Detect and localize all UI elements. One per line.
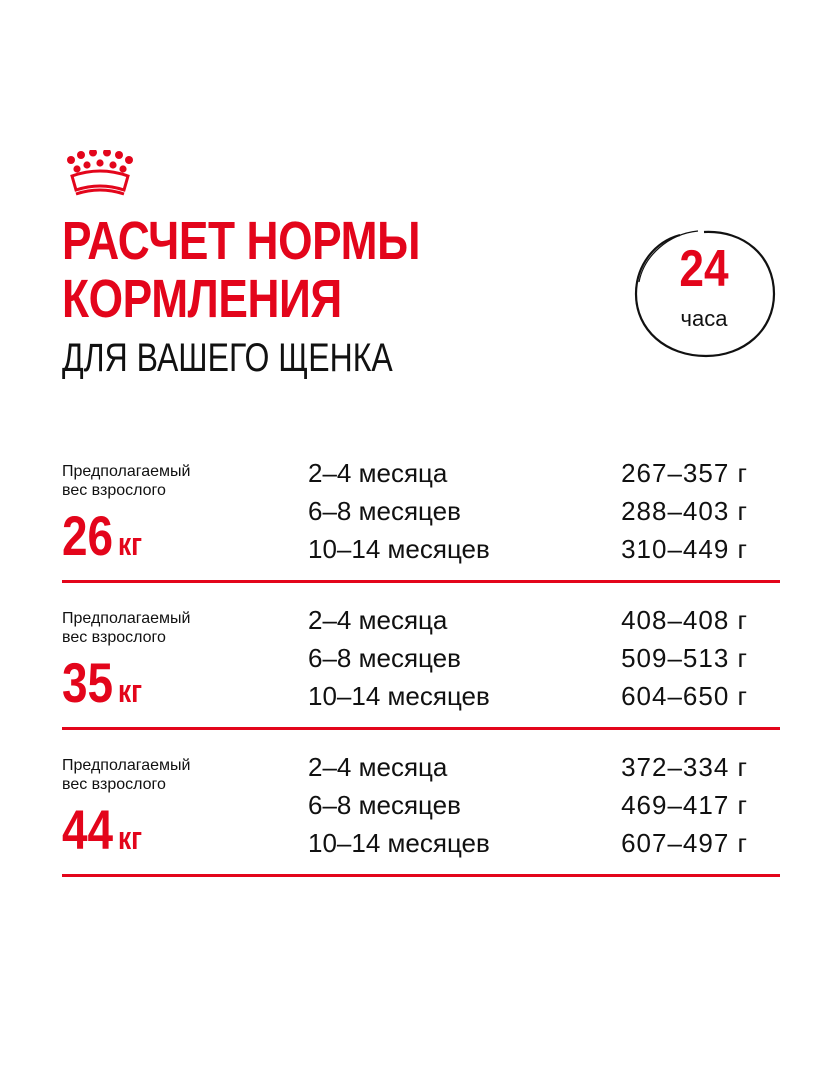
estimate-label-line-1: Предполагаемый [62,463,191,480]
weight-value: 44 [62,798,114,861]
age-range: 6–8 месяцев [308,790,461,820]
feeding-amount: 509–513 г [621,643,748,673]
hours-badge [628,226,780,362]
age-range: 2–4 месяца [308,605,448,635]
estimate-label-line-2: вес взрослого [62,629,166,646]
feeding-amount: 408–408 г [621,605,748,635]
weight-value: 26 [62,504,114,567]
weight-value: 35 [62,651,114,714]
page-subtitle: ДЛЯ ВАШЕГО ЩЕНКА [62,336,393,380]
badge-unit: часа [680,306,728,331]
weight-unit: кг [118,673,143,709]
estimate-label [62,609,262,647]
age-range: 2–4 месяца [308,752,448,782]
estimate-label-line-2: вес взрослого [62,482,166,499]
estimate-label-line-1: Предполагаемый [62,610,191,627]
weight-group-26 [62,458,780,583]
estimate-label [62,462,262,500]
badge-number: 24 [679,240,729,298]
age-range: 2–4 месяца [308,458,448,488]
weight-unit: кг [118,526,143,562]
weight-unit: кг [118,820,143,856]
age-range: 6–8 месяцев [308,643,461,673]
feeding-amount: 267–357 г [621,458,748,488]
adult-weight [62,504,142,568]
adult-weight [62,651,142,715]
age-range: 10–14 месяцев [308,828,490,858]
age-range: 10–14 месяцев [308,534,490,564]
feeding-amount: 469–417 г [621,790,748,820]
feeding-amount: 607–497 г [621,828,748,858]
feeding-amount: 288–403 г [621,496,748,526]
estimate-label [62,756,262,794]
page-title [62,212,420,328]
weight-group-44 [62,752,780,877]
feeding-amount: 310–449 г [621,534,748,564]
feeding-amount: 372–334 г [621,752,748,782]
adult-weight [62,798,142,862]
estimate-label-line-2: вес взрослого [62,776,166,793]
age-range: 6–8 месяцев [308,496,461,526]
age-range: 10–14 месяцев [308,681,490,711]
crown-icon [64,150,136,196]
estimate-label-line-1: Предполагаемый [62,757,191,774]
title-line-2: КОРМЛЕНИЯ [62,269,342,329]
title-line-1: РАСЧЕТ НОРМЫ [62,211,421,271]
feeding-amount: 604–650 г [621,681,748,711]
weight-group-35 [62,605,780,730]
